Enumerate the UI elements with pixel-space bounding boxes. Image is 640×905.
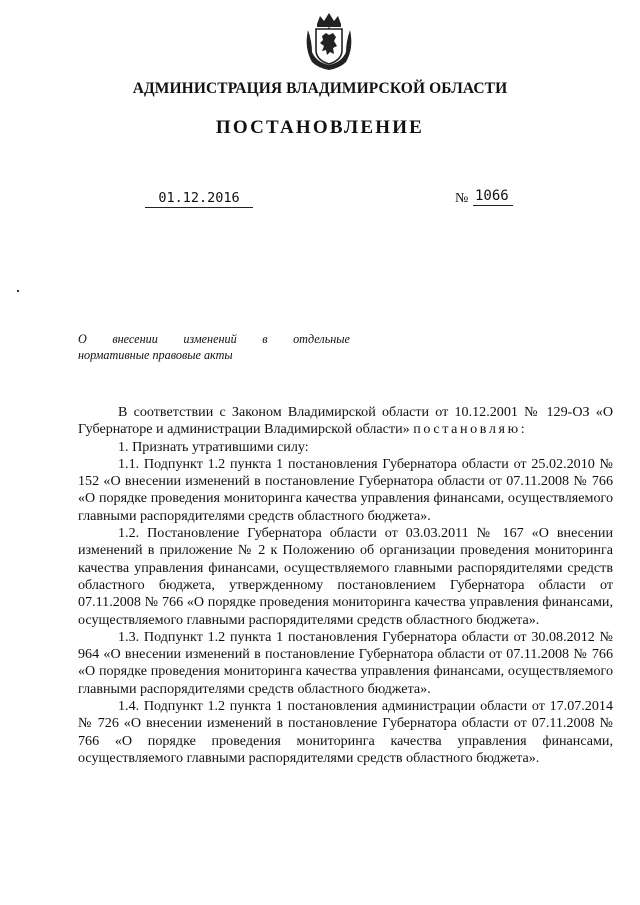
- coat-of-arms-icon: [300, 10, 358, 72]
- subject-word: внесении: [112, 332, 158, 346]
- paragraph-1-1: 1.1. Подпункт 1.2 пункта 1 постановления Губернатора области от 25.02.2010 № 152 «О внесении изменений в постановление Губернатора области от 07.11.2008 № 766 «О порядке проведения мониторинга качества управления финансами, осуществляемого главными распорядителями средств областного бюджета».: [78, 455, 613, 524]
- document-date: 01.12.2016: [145, 190, 253, 208]
- paragraph-1: 1. Признать утратившими силу:: [118, 438, 309, 455]
- subject-line-2: нормативные правовые акты: [78, 348, 233, 362]
- subject-line-1: [78, 331, 350, 347]
- intro-verb: постановляю:: [413, 421, 528, 438]
- document-number: 1066: [473, 188, 513, 206]
- document-body: [78, 404, 613, 767]
- document-type-title: ПОСТАНОВЛЕНИЕ: [215, 117, 425, 138]
- subject-word: отдельные: [293, 332, 350, 346]
- intro-text: В соответствии с Законом Владимирской области от 10.12.2001 № 129-ОЗ «О Губернаторе и администрации Владимирской области»: [78, 404, 613, 438]
- intro-paragraph: [78, 404, 613, 439]
- subject-word: в: [262, 332, 268, 346]
- paragraph-1-3: 1.3. Подпункт 1.2 пункта 1 постановления Губернатора области от 30.08.2012 № 964 «О внесении изменений в постановление Губернатора области от 07.11.2008 № 766 «О порядке проведения мониторинга качества управления финансами, осуществляемого главными распорядителями средств областного бюджета».: [78, 628, 613, 697]
- paragraph-1-2: 1.2. Постановление Губернатора области от 03.03.2011 № 167 «О внесении изменений в приложение № 2 к Положению об организации проведения мониторинга качества управления финансами, осуществляемого главными распорядителями средств областного бюджета, утвержденному постановлением Губернатора области от 07.11.2008 № 766 «О порядке проведения мониторинга качества управления финансами, осуществляемого главными распорядителями средств областного бюджета».: [78, 525, 613, 628]
- document-subject: [78, 331, 350, 363]
- paragraph-1-4: 1.4. Подпункт 1.2 пункта 1 постановления администрации области от 17.07.2014 № 726 «О внесении изменений в постановление Губернатора области от 07.11.2008 № 766 «О порядке проведения мониторинга качества управления финансами, осуществляемого главными распорядителями средств областного бюджета».: [78, 698, 613, 766]
- organization-name: АДМИНИСТРАЦИЯ ВЛАДИМИРСКОЙ ОБЛАСТИ: [132, 80, 508, 97]
- subject-word: О: [78, 332, 87, 346]
- subject-word: изменений: [183, 332, 237, 346]
- scan-speck: [17, 290, 19, 292]
- number-sign: №: [455, 191, 469, 206]
